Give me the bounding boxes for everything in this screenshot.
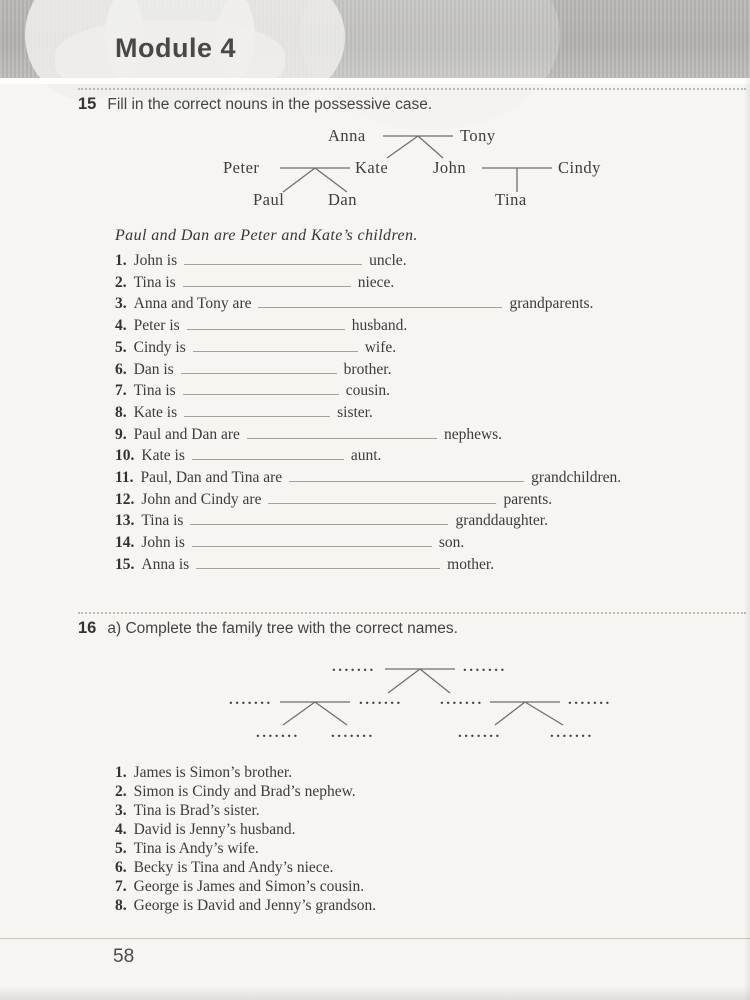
tree-name-mother-right: Cindy — [558, 158, 601, 177]
answer-blank — [268, 490, 496, 504]
header-divider — [0, 78, 750, 84]
tree-blank-slot: ....... — [440, 692, 484, 708]
sentence-item: 11. Paul, Dan and Tina are grandchildren. — [115, 469, 622, 487]
tree-blank-slot: ....... — [568, 692, 612, 708]
tree-blank-slot: ....... — [550, 725, 594, 741]
exercise-instruction: a) Complete the family tree with the correct names. — [107, 620, 458, 637]
sentence-item: 2. Tina is niece. — [115, 273, 395, 291]
tree-blank-slot: ....... — [458, 725, 502, 741]
family-tree-lines — [110, 118, 710, 218]
tree-blank-slot: ....... — [331, 725, 375, 741]
answer-blank — [183, 381, 339, 395]
blank-family-tree-diagram — [110, 655, 710, 755]
answer-blank — [289, 468, 524, 482]
exercise-16-sentences — [115, 763, 376, 915]
tree-blank-slot: ....... — [256, 725, 300, 741]
sentence-item: 4. Peter is husband. — [115, 317, 408, 335]
page-edge-shading — [744, 78, 750, 1000]
exercise-number: 15 — [78, 95, 97, 113]
module-title: Module 4 — [115, 33, 237, 63]
sentence-item: 8. Kate is sister. — [115, 403, 373, 421]
tree-name-child: Tina — [495, 190, 527, 209]
answer-blank — [258, 294, 502, 308]
module-header — [0, 0, 750, 78]
sentence-item: 14. John is son. — [115, 534, 465, 552]
example-sentence: Paul and Dan are Peter and Kate’s children. — [115, 227, 418, 244]
sentence-item: 6. Becky is Tina and Andy’s niece. — [115, 859, 334, 876]
answer-blank — [247, 425, 437, 439]
sentence-item: 9. Paul and Dan are nephews. — [115, 425, 503, 443]
answer-blank — [193, 338, 358, 352]
answer-blank — [184, 403, 330, 417]
exercise-16-header — [78, 612, 746, 638]
answer-blank — [196, 555, 440, 569]
sentence-item: 8. George is David and Jenny’s grandson. — [115, 897, 377, 914]
sentence-item: 3. Tina is Brad’s sister. — [115, 802, 260, 819]
tree-blank-slot: ....... — [463, 659, 507, 675]
tree-name-grandfather: Tony — [460, 126, 496, 145]
footer-divider — [0, 938, 750, 939]
sentence-item: 1. John is uncle. — [115, 252, 407, 269]
sentence-item: 5. Cindy is wife. — [115, 338, 397, 356]
answer-blank — [192, 446, 344, 460]
tree-blank-slot: ....... — [359, 692, 403, 708]
answer-blank — [192, 533, 432, 547]
answer-blank — [184, 251, 362, 265]
answer-blank — [187, 316, 345, 330]
sentence-item: 12. John and Cindy are parents. — [115, 490, 553, 508]
exercise-15-header — [78, 88, 746, 114]
family-tree-lines — [110, 655, 710, 755]
sentence-item: 4. David is Jenny’s husband. — [115, 821, 296, 838]
tree-blank-slot: ....... — [332, 659, 376, 675]
answer-blank — [181, 360, 337, 374]
page-number: 58 — [113, 946, 135, 967]
exercise-number: 16 — [78, 619, 97, 637]
tree-name-grandmother: Anna — [328, 126, 366, 145]
sentence-item: 5. Tina is Andy’s wife. — [115, 840, 259, 857]
sentence-item: 7. Tina is cousin. — [115, 382, 391, 400]
answer-blank — [190, 511, 448, 525]
sentence-item: 6. Dan is brother. — [115, 360, 392, 378]
sentence-item: 3. Anna and Tony are grandparents. — [115, 295, 594, 313]
family-tree-diagram — [110, 118, 710, 218]
tree-name-child: Paul — [253, 190, 285, 209]
sentence-item: 2. Simon is Cindy and Brad’s nephew. — [115, 783, 356, 800]
sentence-item: 1. James is Simon’s brother. — [115, 764, 293, 781]
tree-name-mother-left: Kate — [355, 158, 389, 177]
tree-blank-slot: ....... — [229, 692, 273, 708]
sentence-item: 10. Kate is aunt. — [115, 447, 382, 465]
exercise-15-sentences — [115, 250, 621, 576]
answer-blank — [183, 273, 351, 287]
sentence-item: 7. George is James and Simon’s cousin. — [115, 878, 365, 895]
tree-name-father-right: John — [433, 158, 467, 177]
tree-name-child: Dan — [328, 190, 357, 209]
tree-name-father-left: Peter — [223, 158, 260, 177]
sentence-item: 15. Anna is mother. — [115, 555, 495, 573]
page-edge-shading — [0, 986, 750, 1000]
sentence-item: 13. Tina is granddaughter. — [115, 512, 548, 530]
exercise-instruction: Fill in the correct nouns in the possessive case. — [107, 96, 433, 113]
